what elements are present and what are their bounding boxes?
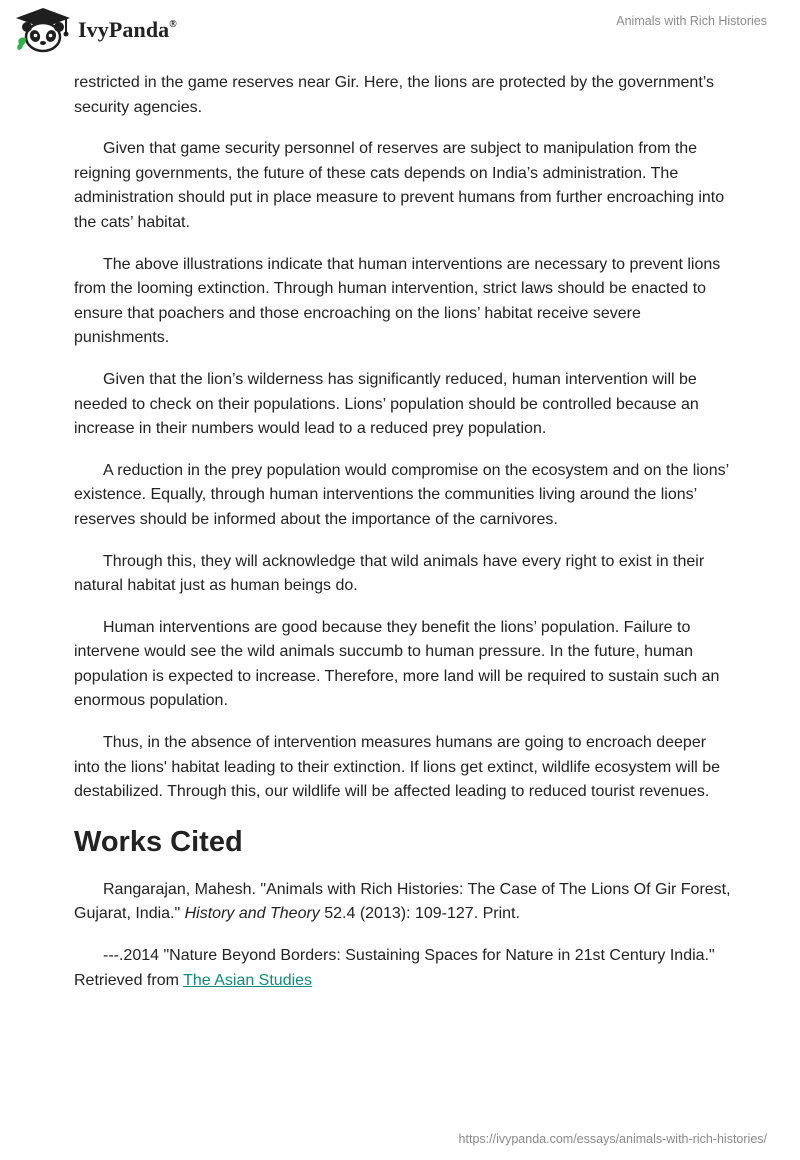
paragraph: Thus, in the absence of intervention measures humans are going to encroach deeper into the lions' habitat leading to their extinction. If lions get extinct, wildlife ecosystem will be destabilized. Through this, our wildlife will be affected leading to reduced tourist revenues. xyxy=(74,734,721,801)
logo[interactable] xyxy=(14,6,177,54)
citation-entry xyxy=(74,878,734,927)
page-header xyxy=(0,0,800,70)
citation-entry xyxy=(74,944,734,993)
citation-text: 52.4 (2013): 109-127. Print. xyxy=(319,905,520,923)
paragraph: The above illustrations indicate that human interventions are necessary to prevent lions from the looming extinction. Through human intervention, strict laws should be enacted to ensure that poachers and those encroaching on the lions’ habitat receive severe punishments. xyxy=(74,255,721,347)
essay-body xyxy=(74,71,734,1010)
citation-text: Rangarajan, Mahesh. "Animals with Rich Histories: The Case of The Lions Of Gir Forest, Gujarat, India." xyxy=(74,880,731,923)
citation-journal: History and Theory xyxy=(184,905,320,923)
paragraph: Through this, they will acknowledge that wild animals have every right to exist in their natural habitat just as human beings do. xyxy=(74,552,705,595)
panda-graduate-icon xyxy=(14,6,72,54)
paragraph: Human interventions are good because they benefit the lions’ population. Failure to intervene would see the wild animals succumb to human pressure. In the future, human population is expected to increase. Therefore, more land will be required to sustain such an enormous population. xyxy=(74,618,720,710)
footer-url: https://ivypanda.com/essays/animals-with-rich-histories/ xyxy=(458,1132,767,1146)
brand-name: IvyPanda® xyxy=(78,17,177,42)
paragraph: Given that game security personnel of reserves are subject to manipulation from the reigning governments, the future of these cats depends on India’s administration. The administration should put in place measure to prevent humans from further encroaching into the cats’ habitat. xyxy=(74,140,725,231)
paragraph: Given that the lion’s wilderness has significantly reduced, human intervention will be needed to check on their populations. Lions’ population should be controlled because an increase in their numbers would lead to a reduced prey population. xyxy=(74,370,699,438)
paragraph: restricted in the game reserves near Gir. Here, the lions are protected by the government’s security agencies. xyxy=(74,74,715,116)
paragraph: A reduction in the prey population would compromise on the ecosystem and on the lions’ existence. Equally, through human interventions the communities living around the lions’ reserves should be informed about the importance of the carnivores. xyxy=(74,461,729,528)
citation-link[interactable]: The Asian Studies xyxy=(183,971,313,989)
citation-text: ---.2014 "Nature Beyond Borders: Sustaining Spaces for Nature in 21st Century India." Retrieved from xyxy=(74,947,715,989)
works-cited-heading: Works Cited xyxy=(74,825,243,858)
document-title: Animals with Rich Histories xyxy=(616,14,767,28)
